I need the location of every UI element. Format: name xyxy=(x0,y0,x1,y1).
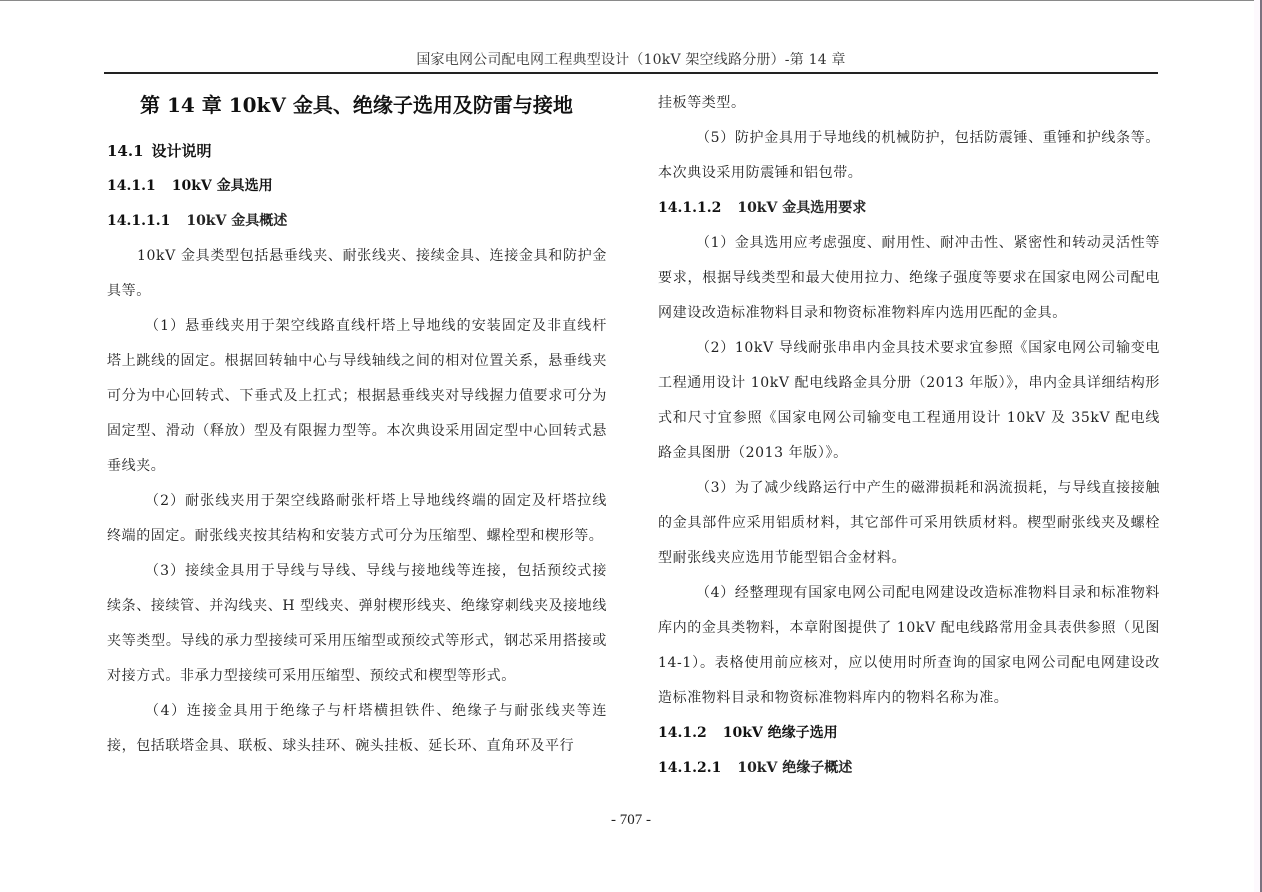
section-14-1-1-2-heading xyxy=(658,191,1160,226)
paragraph-splicing-fittings: （3）接续金具用于导线与导线、导线与接地线等连接，包括预绞式接续条、接续管、并沟线夹、H 型线夹、弹射楔形线夹、绝缘穿刺线夹及接地线夹等类型。导线的承力型接续可采用压缩型或预绞式等形式，钢芯采用搭接或对接方式。非承力型接续可采用压缩型、预绞式和楔型等形式。 xyxy=(107,563,607,684)
chapter-title: 第 14 章 10kV 金具、绝缘子选用及防雷与接地 xyxy=(140,93,573,117)
paragraph-suspension-clamp: （1）悬垂线夹用于架空线路直线杆塔上导地线的安装固定及非直线杆塔上跳线的固定。根据回转轴中心与导线轴线之间的相对位置关系，悬垂线夹可分为中心回转式、下垂式及上扛式；根据悬垂线夹对导线握力值要求可分为固定型、滑动（释放）型及有限握力型等。本次典设采用固定型中心回转式悬垂线夹。 xyxy=(107,318,607,474)
section-title: 10kV 金具选用 xyxy=(171,178,273,194)
section-number: 14.1.1 xyxy=(107,178,156,194)
right-column xyxy=(658,86,1160,786)
section-title: 10kV 绝缘子概述 xyxy=(737,760,853,776)
section-number: 14.1.1.2 xyxy=(658,200,722,216)
section-number: 14.1 xyxy=(107,142,144,160)
paragraph-protective-fittings: （5）防护金具用于导地线的机械防护，包括防震锤、重锤和护线条等。本次典设采用防震锤和铝包带。 xyxy=(658,130,1160,181)
title-spacer xyxy=(107,120,607,134)
section-title: 10kV 金具概述 xyxy=(186,213,288,229)
paragraph-requirement-2: （2）10kV 导线耐张串串内金具技术要求宜参照《国家电网公司输变电工程通用设计 10kV 配电线路金具分册（2013 年版）》，串内金具详细结构形式和尺寸宜参照《国家电网公司输变电工程通用设计 10kV 及 35kV 配电线路金具图册（2013 年版）》。 xyxy=(658,340,1160,461)
header-rule xyxy=(104,72,1158,74)
section-14-1-1-1-heading xyxy=(107,204,607,239)
section-number: 14.1.2.1 xyxy=(658,760,722,776)
section-14-1-heading xyxy=(107,134,607,169)
section-title: 10kV 绝缘子选用 xyxy=(722,725,838,741)
section-number: 14.1.1.1 xyxy=(107,213,171,229)
section-14-1-1-heading xyxy=(107,169,607,204)
page-number: - 707 - xyxy=(611,812,651,828)
paragraph-continuation: 挂板等类型。 xyxy=(658,95,746,111)
section-14-1-2-heading xyxy=(658,716,1160,751)
paragraph-strain-clamp: （2）耐张线夹用于架空线路耐张杆塔上导地线终端的固定及杆塔拉线终端的固定。耐张线夹按其结构和安装方式可分为压缩型、螺栓型和楔形等。 xyxy=(107,493,607,544)
left-column xyxy=(107,86,607,764)
paragraph-requirement-1: （1）金具选用应考虑强度、耐用性、耐冲击性、紧密性和转动灵活性等要求，根据导线类型和最大使用拉力、绝缘子强度等要求在国家电网公司配电网建设改造标准物料目录和物资标准物料库内选用匹配的金具。 xyxy=(658,235,1160,321)
page-top-border xyxy=(0,0,1262,1)
paragraph-requirement-4: （4）经整理现有国家电网公司配电网建设改造标准物料目录和标准物料库内的金具类物料，本章附图提供了 10kV 配电线路常用金具表供参照（见图 14-1）。表格使用前应核对，应以使用时所查询的国家电网公司配电网建设改造标准物料目录和物资标准物料库内的物料名称为准。 xyxy=(658,585,1160,706)
section-title: 设计说明 xyxy=(151,142,212,160)
running-header: 国家电网公司配电网工程典型设计（10kV 架空线路分册）-第 14 章 xyxy=(416,52,846,68)
section-number: 14.1.2 xyxy=(658,725,707,741)
paragraph-requirement-3: （3）为了减少线路运行中产生的磁滞损耗和涡流损耗，与导线直接接触的金具部件应采用铝质材料，其它部件可采用铁质材料。楔型耐张线夹及螺栓型耐张线夹应选用节能型铝合金材料。 xyxy=(658,480,1160,566)
section-14-1-2-1-heading xyxy=(658,751,1160,786)
paragraph-fittings-overview: 10kV 金具类型包括悬垂线夹、耐张线夹、接续金具、连接金具和防护金具等。 xyxy=(107,248,607,299)
paragraph-connecting-fittings: （4）连接金具用于绝缘子与杆塔横担铁件、绝缘子与耐张线夹等连接，包括联塔金具、联板、球头挂环、碗头挂板、延长环、直角环及平行 xyxy=(107,703,607,754)
section-title: 10kV 金具选用要求 xyxy=(737,200,867,216)
